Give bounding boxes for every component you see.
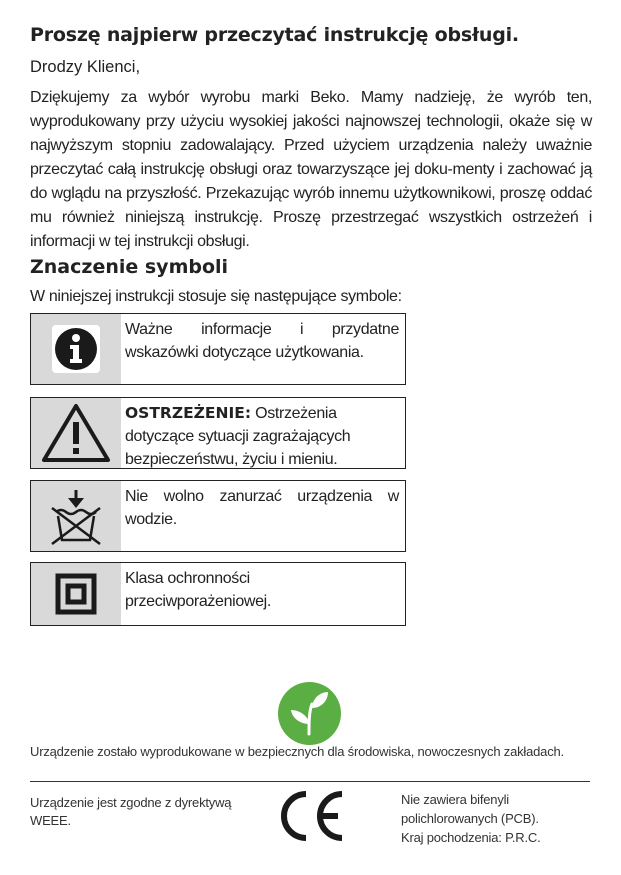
symbols-heading: Znaczenie symboli	[30, 256, 229, 278]
eco-statement: Urządzenie zostało wyprodukowane w bezpiecznych dla środowiska, nowoczesnych zakładach.	[30, 744, 564, 759]
double-insulation-icon	[31, 563, 121, 625]
pcb-statement	[401, 790, 591, 847]
symbol-info	[30, 313, 406, 385]
pcb-line-2: polichlorowanych (PCB).	[401, 811, 539, 826]
weee-statement: Urządzenie jest zgodne z dyrektywą WEEE.	[30, 795, 232, 828]
symbol-no-immersion-text: Nie wolno zanurzać urządzenia w wodzie.	[125, 488, 399, 528]
intro-paragraph: Dziękujemy za wybór wyrobu marki Beko. Mamy nadzieję, że wyrób ten, wyprodukowany przy użyciu wysokiej jakości najnowszej technologii, okaże się w najwyższym stopniu zadowalający. Przed użyciem urządzenia należy uważnie przeczytać całą instrukcję obsługi oraz towarzyszące jej doku-menty i zachować ją do wglądu na przyszłość. Przekazując wyrób innemu użytkownikowi, proszę oddać mu również niniejszą instrukcję. Proszę przestrzegać wszystkich ostrzeżeń i informacji w tej instrukcji obsługi.	[30, 89, 592, 250]
page-title: Proszę najpierw przeczytać instrukcję obsługi.	[30, 24, 519, 46]
pcb-line-1: Nie zawiera bifenyli	[401, 792, 509, 807]
symbol-info-text: Ważne informacje i przydatne wskazówki dotyczące użytkowania.	[125, 321, 399, 361]
info-icon	[31, 314, 121, 384]
ce-mark-icon	[276, 788, 348, 844]
symbols-subtitle: W niniejszej instrukcji stosuje się następujące symbole:	[30, 288, 402, 305]
symbol-no-immersion	[30, 480, 406, 552]
symbol-warning	[30, 397, 406, 469]
symbol-warning-text	[121, 398, 405, 468]
eco-leaf-icon	[278, 682, 341, 745]
greeting: Drodzy Klienci,	[30, 58, 141, 76]
footer-divider	[30, 781, 590, 782]
symbol-double-insulation-text: Klasa ochronności przeciwporażeniowej.	[125, 570, 271, 610]
country-of-origin: Kraj pochodzenia: P.R.C.	[401, 830, 541, 845]
warning-icon	[31, 398, 121, 468]
warning-label: OSTRZEŻENIE:	[125, 404, 252, 422]
no-immersion-icon	[31, 481, 121, 551]
symbol-double-insulation	[30, 562, 406, 626]
warning-description: Ostrzeżenia dotyczące sytuacji zagrażających bezpieczeństwu, życiu i mieniu.	[125, 405, 351, 468]
